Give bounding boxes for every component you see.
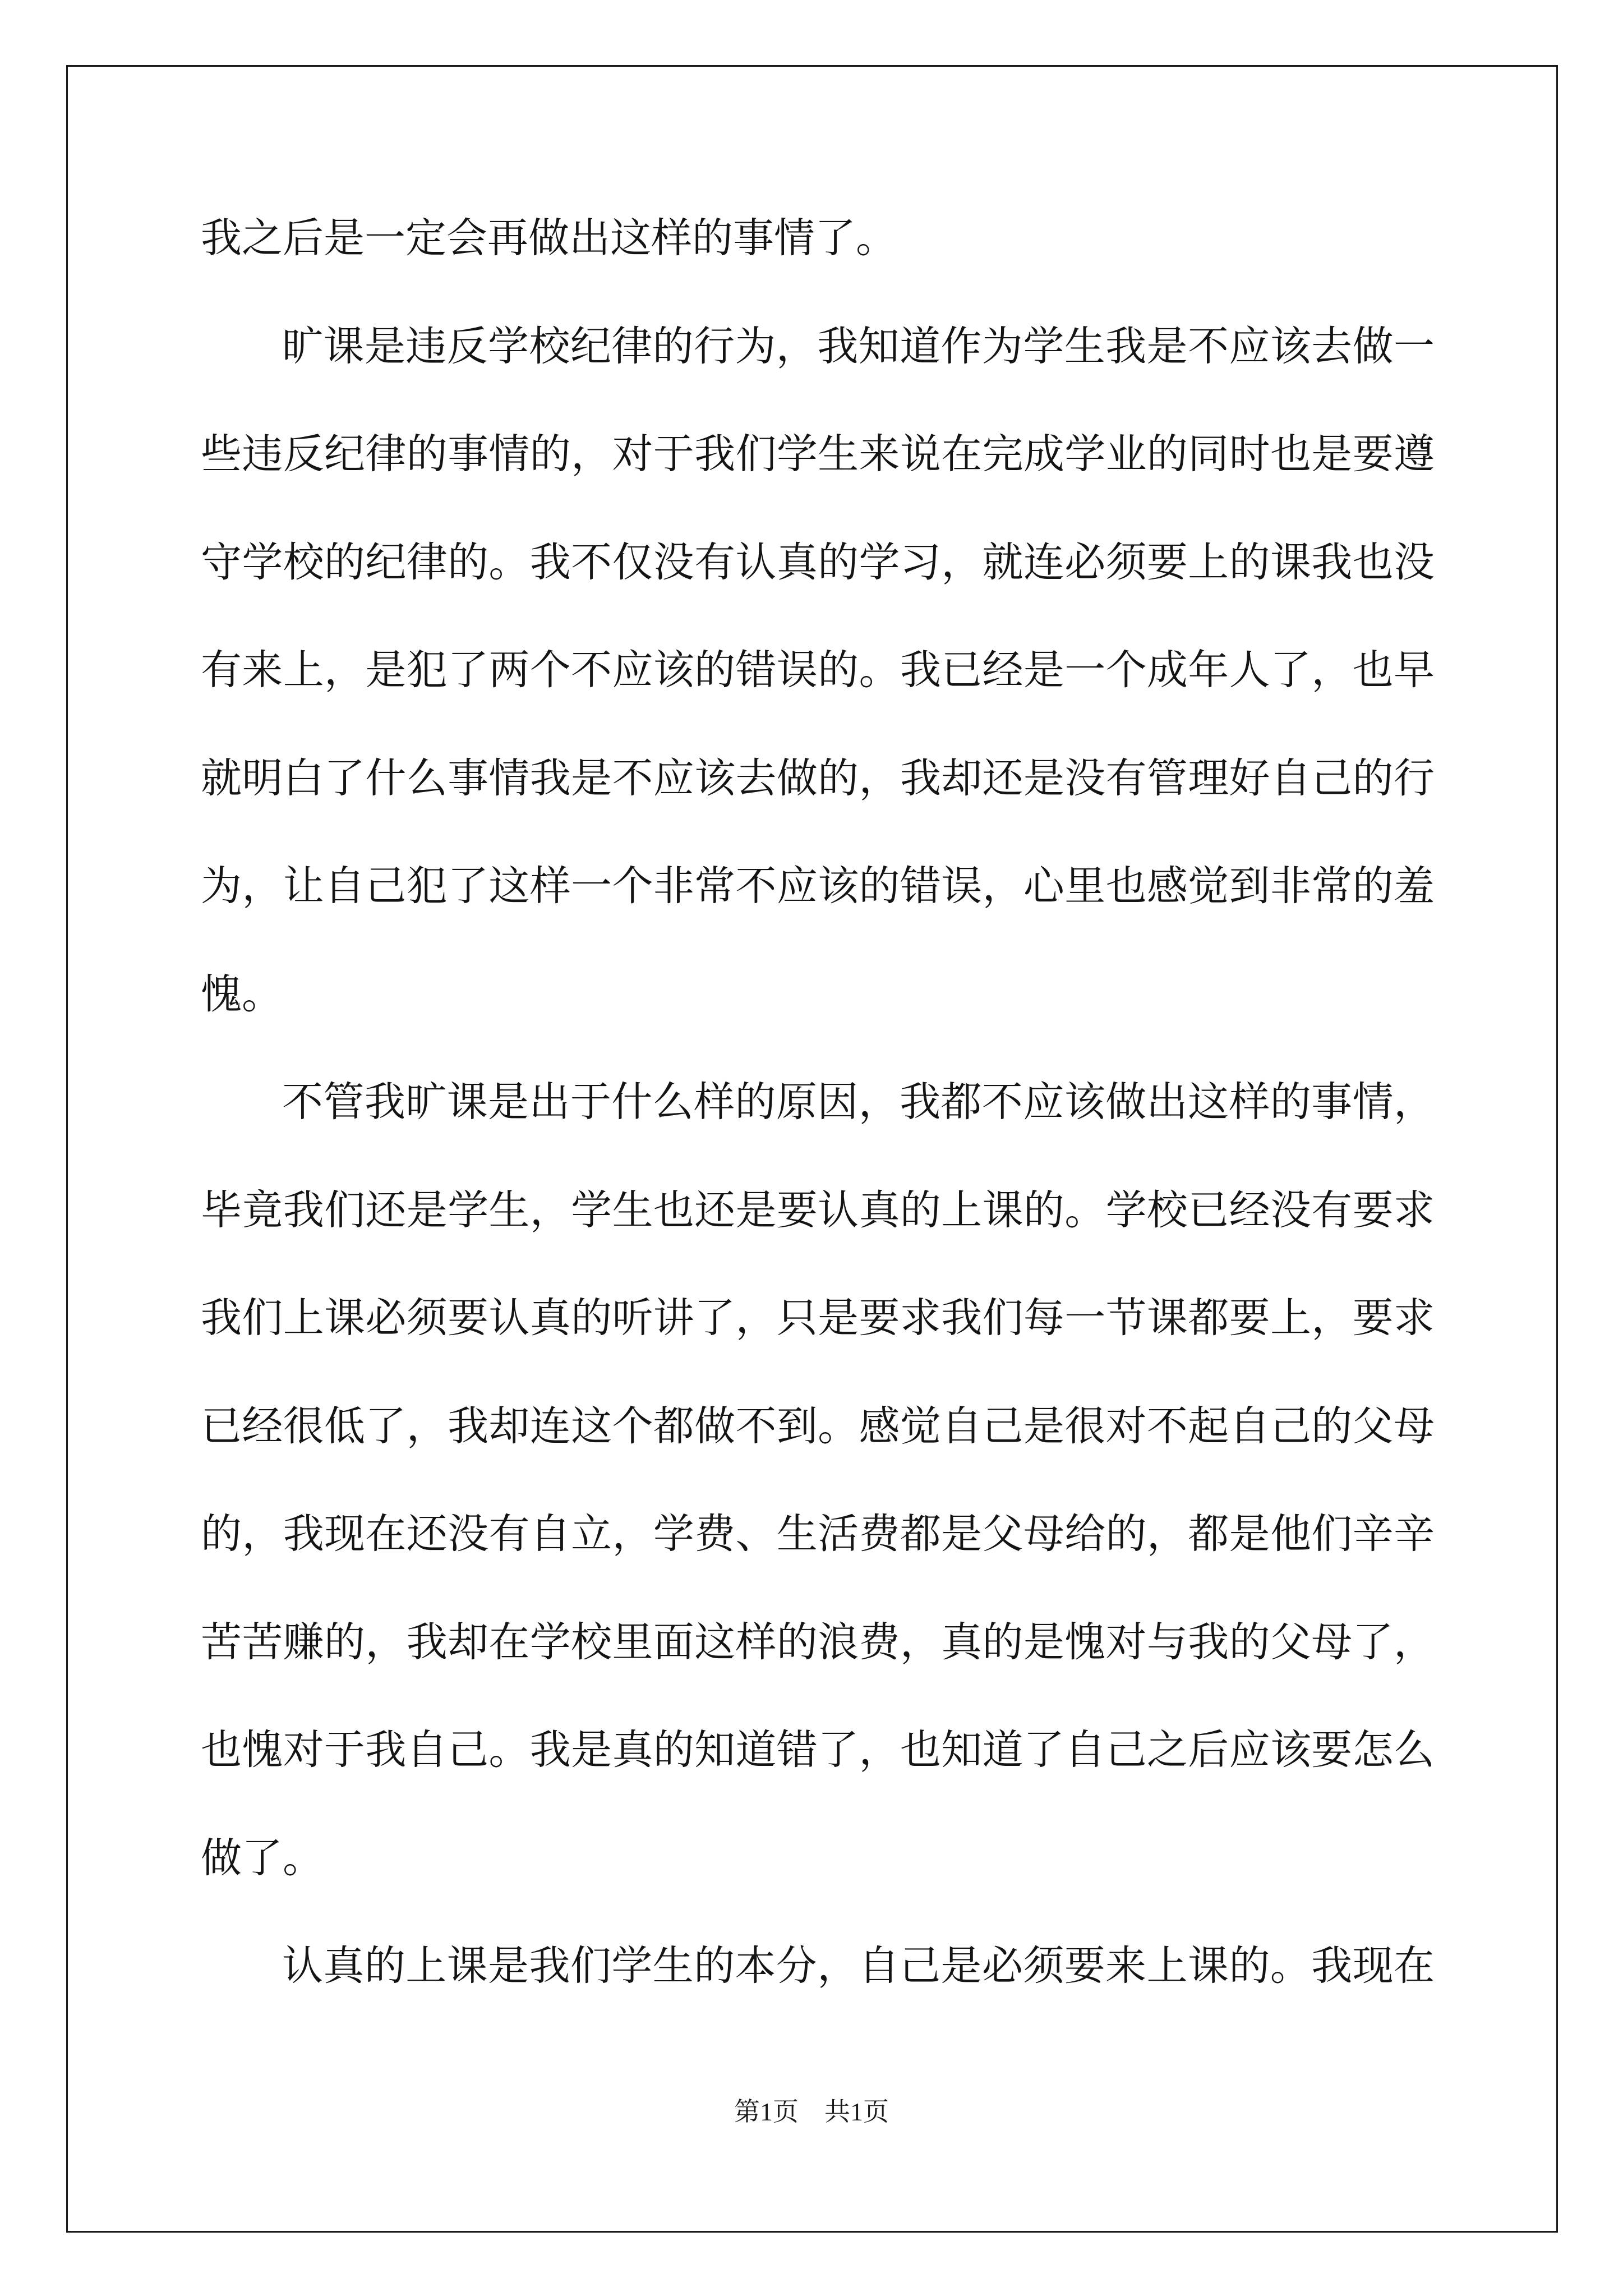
body-line-text: 的，我现在还没有自立，学费、生活费都是父母给的，都是他们辛辛: [201, 1510, 1435, 1558]
body-line: [201, 1830, 1435, 1887]
page-number-footer: 第1页 共1页: [734, 2097, 889, 2126]
body-line-text: 愧。: [201, 970, 283, 1018]
body-line-text: 毕竟我们还是学生，学生也还是要认真的上课的。学校已经没有要求: [201, 1186, 1435, 1234]
body-line-text: 为，让自己犯了这样一个非常不应该的错误，心里也感觉到非常的羞: [201, 862, 1435, 910]
page-border: [66, 65, 1558, 2233]
body-line-text: 不管我旷课是出于什么样的原因，我都不应该做出这样的事情，: [282, 1078, 1435, 1126]
body-line: [201, 426, 1435, 482]
body-line-text: 我之后是一定会再做出这样的事情了。: [201, 214, 897, 262]
body-line: [201, 535, 1435, 591]
body-line-text: 也愧对于我自己。我是真的知道错了，也知道了自己之后应该要怎么: [201, 1726, 1435, 1774]
body-line: [201, 1614, 1435, 1671]
body-line-text: 我们上课必须要认真的听讲了，只是要求我们每一节课都要上，要求: [201, 1294, 1435, 1342]
body-line: [201, 858, 1435, 914]
body-line: [201, 1506, 1435, 1562]
body-line: [201, 642, 1435, 698]
body-line-text: 些违反纪律的事情的，对于我们学生来说在完成学业的同时也是要遵: [201, 430, 1435, 478]
body-line-text: 就明白了什么事情我是不应该去做的，我却还是没有管理好自己的行: [201, 754, 1435, 802]
body-line: [201, 1290, 1435, 1346]
paragraph-first-line: [282, 1074, 1435, 1130]
body-line: [201, 1722, 1435, 1778]
body-line: [201, 1398, 1435, 1455]
body-line: [201, 210, 1435, 266]
body-line-text: 认真的上课是我们学生的本分，自己是必须要来上课的。我现在: [282, 1942, 1435, 1990]
paragraph-first-line: [282, 1938, 1435, 1994]
body-line-text: 苦苦赚的，我却在学校里面这样的浪费，真的是愧对与我的父母了，: [201, 1618, 1435, 1666]
body-line-text: 有来上，是犯了两个不应该的错误的。我已经是一个成年人了，也早: [201, 646, 1435, 694]
body-line: [201, 967, 1435, 1023]
body-line-text: 做了。: [201, 1834, 324, 1882]
body-line-text: 旷课是违反学校纪律的行为，我知道作为学生我是不应该去做一: [282, 323, 1435, 370]
paragraph-first-line: [282, 319, 1435, 375]
body-line: [201, 751, 1435, 807]
body-line-text: 守学校的纪律的。我不仅没有认真的学习，就连必须要上的课我也没: [201, 539, 1435, 586]
body-line-text: 已经很低了，我却连这个都做不到。感觉自己是很对不起自己的父母: [201, 1402, 1435, 1450]
body-line: [201, 1182, 1435, 1239]
